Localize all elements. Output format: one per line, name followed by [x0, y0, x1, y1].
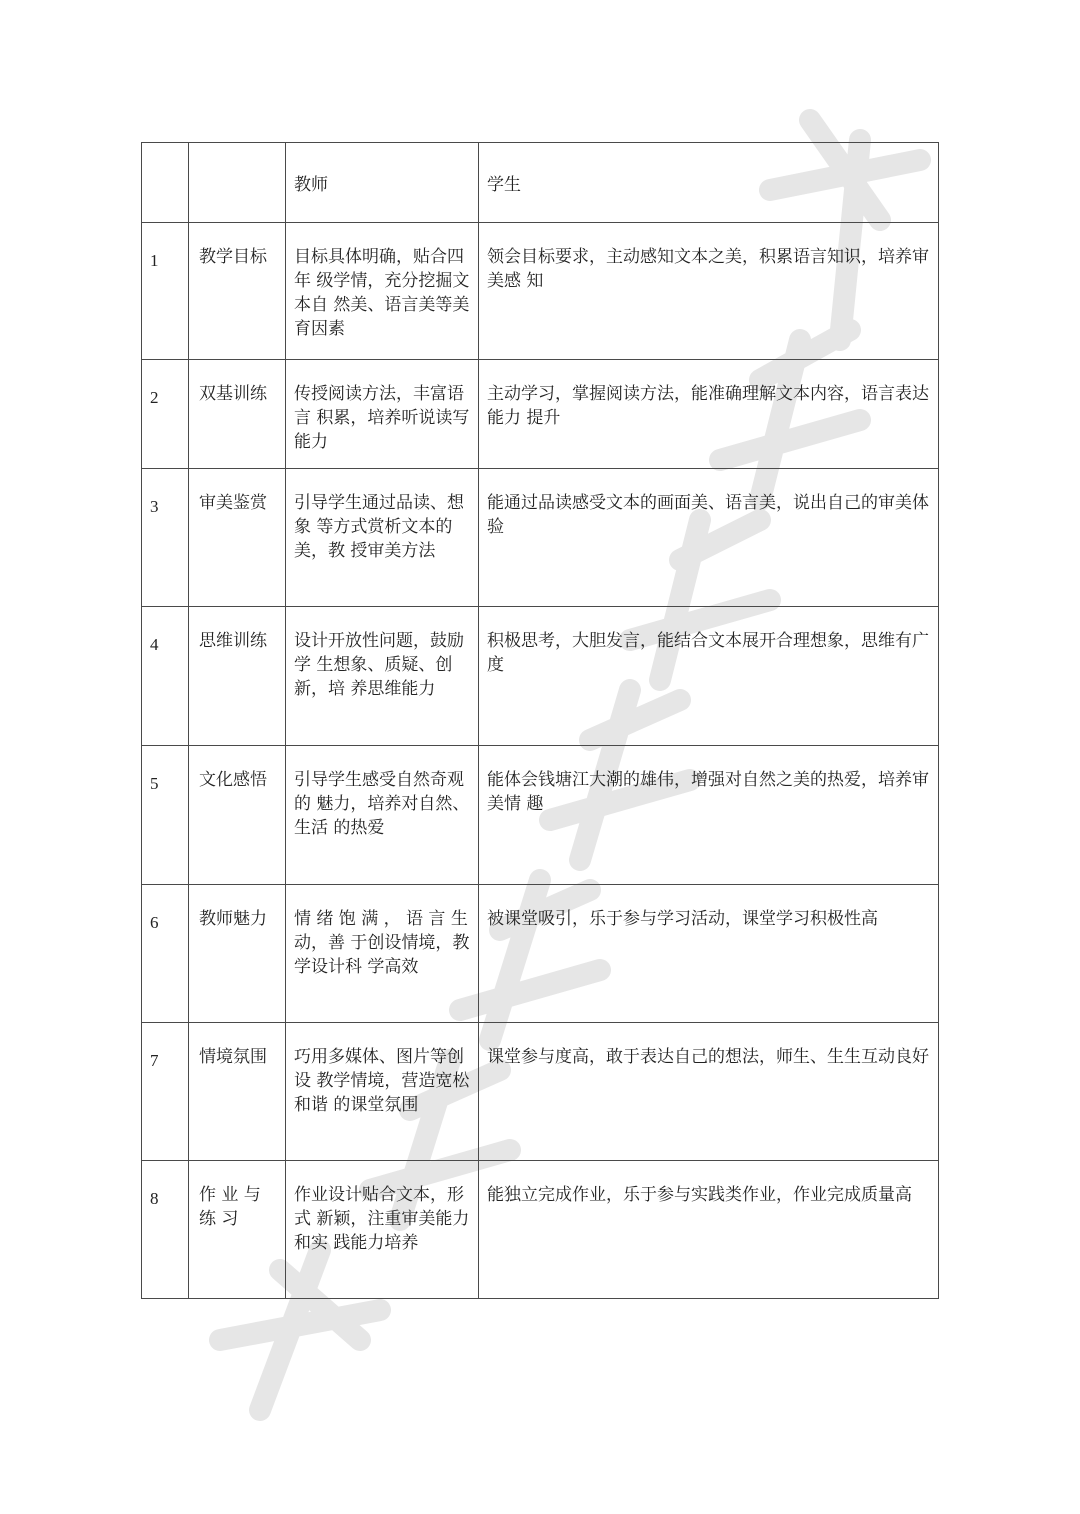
dimension-cell	[189, 607, 286, 746]
table-row	[142, 746, 939, 885]
row-number: 5	[150, 774, 159, 793]
row-number: 2	[150, 388, 159, 407]
dimension-label: 文化感悟	[199, 770, 267, 790]
teacher-criteria: 情 绪 饱 满 ， 语 言 生 动，善 于创设情境，教学设计科 学高效	[294, 909, 470, 977]
student-cell	[479, 360, 939, 469]
table-row	[142, 223, 939, 360]
teacher-criteria: 设计开放性问题，鼓励学 生想象、质疑、创新，培 养思维能力	[294, 631, 464, 699]
student-criteria: 能通过品读感受文本的画面美、语言美，说出自己的审美体验	[487, 493, 929, 537]
row-number-cell	[142, 746, 189, 885]
teacher-cell	[286, 360, 479, 469]
teacher-cell	[286, 1161, 479, 1299]
student-criteria: 课堂参与度高，敢于表达自己的想法，师生、生生互动良好	[487, 1047, 929, 1067]
student-criteria: 积极思考，大胆发言，能结合文本展开合理想象，思维有广度	[487, 631, 929, 675]
dimension-label: 双基训练	[199, 384, 267, 404]
teacher-criteria: 目标具体明确，贴合四年 级学情，充分挖掘文本自 然美、语言美等美育因素	[294, 247, 470, 339]
teacher-cell	[286, 1023, 479, 1161]
header-cell-number	[142, 143, 189, 223]
header-cell-dimension	[189, 143, 286, 223]
table-row	[142, 1161, 939, 1299]
header-cell-student	[479, 143, 939, 223]
header-cell-teacher	[286, 143, 479, 223]
dimension-label: 教学目标	[199, 247, 267, 267]
dimension-cell	[189, 1023, 286, 1161]
dimension-cell	[189, 746, 286, 885]
teacher-criteria: 作业设计贴合文本，形式 新颖，注重审美能力和实 践能力培养	[294, 1185, 470, 1253]
student-cell	[479, 469, 939, 607]
dimension-label: 审美鉴赏	[199, 493, 267, 513]
dimension-cell	[189, 360, 286, 469]
teacher-cell	[286, 885, 479, 1023]
teacher-criteria: 引导学生通过品读、想象 等方式赏析文本的美，教 授审美方法	[294, 493, 464, 561]
table-row	[142, 885, 939, 1023]
row-number-cell	[142, 1023, 189, 1161]
student-cell	[479, 1161, 939, 1299]
row-number: 7	[150, 1051, 159, 1070]
header-row	[142, 143, 939, 223]
row-number: 1	[150, 251, 159, 270]
student-criteria: 领会目标要求，主动感知文本之美，积累语言知识，培养审美感 知	[487, 247, 929, 291]
student-cell	[479, 885, 939, 1023]
row-number-cell	[142, 223, 189, 360]
dimension-cell	[189, 469, 286, 607]
dimension-label: 思维训练	[199, 631, 267, 651]
table-row	[142, 469, 939, 607]
teacher-cell	[286, 469, 479, 607]
dimension-cell	[189, 223, 286, 360]
teacher-criteria: 传授阅读方法，丰富语言 积累，培养听说读写能力	[294, 384, 470, 452]
student-header: 学生	[487, 175, 521, 195]
row-number-cell	[142, 469, 189, 607]
teacher-cell	[286, 223, 479, 360]
teacher-cell	[286, 746, 479, 885]
table-row	[142, 607, 939, 746]
row-number-cell	[142, 1161, 189, 1299]
row-number: 8	[150, 1189, 159, 1208]
row-number-cell	[142, 885, 189, 1023]
evaluation-table	[141, 142, 939, 1299]
student-cell	[479, 223, 939, 360]
dimension-cell	[189, 885, 286, 1023]
row-number-cell	[142, 360, 189, 469]
row-number: 6	[150, 913, 159, 932]
student-criteria: 能体会钱塘江大潮的雄伟，增强对自然之美的热爱，培养审美情 趣	[487, 770, 929, 814]
table-row	[142, 360, 939, 469]
student-criteria: 能独立完成作业，乐于参与实践类作业，作业完成质量高	[487, 1185, 912, 1205]
row-number: 3	[150, 497, 159, 516]
dimension-label: 教师魅力	[199, 909, 267, 929]
dimension-label: 情境氛围	[199, 1047, 267, 1067]
student-criteria: 被课堂吸引，乐于参与学习活动，课堂学习积极性高	[487, 909, 878, 929]
row-number: 4	[150, 635, 159, 654]
student-cell	[479, 746, 939, 885]
dimension-label: 作 业 与 练 习	[199, 1185, 261, 1229]
student-criteria: 主动学习，掌握阅读方法，能准确理解文本内容，语言表达能力 提升	[487, 384, 929, 428]
dimension-cell	[189, 1161, 286, 1299]
table-row	[142, 1023, 939, 1161]
teacher-header: 教师	[294, 175, 328, 195]
teacher-criteria: 引导学生感受自然奇观的 魅力，培养对自然、生活 的热爱	[294, 770, 470, 838]
student-cell	[479, 607, 939, 746]
student-cell	[479, 1023, 939, 1161]
teacher-criteria: 巧用多媒体、图片等创设 教学情境，营造宽松和谐 的课堂氛围	[294, 1047, 470, 1115]
row-number-cell	[142, 607, 189, 746]
teacher-cell	[286, 607, 479, 746]
